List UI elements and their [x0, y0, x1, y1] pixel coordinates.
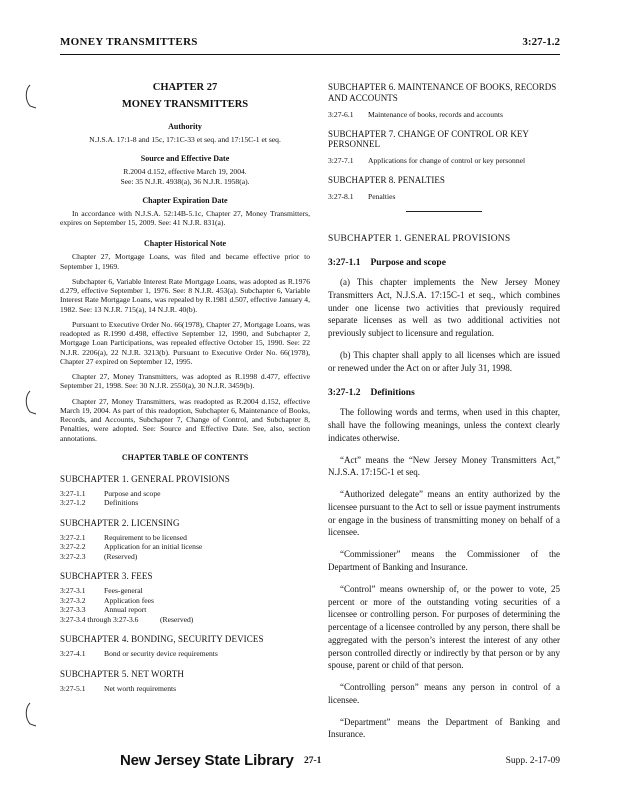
toc-entry-number: 3:27-1.2: [60, 498, 86, 508]
toc-entry-title: Definitions: [104, 498, 139, 508]
expiration-heading: Chapter Expiration Date: [142, 195, 228, 205]
toc-entry-number: 3:27-6.1: [328, 109, 354, 119]
table-of-contents-continued: [328, 82, 560, 201]
toc-entry-title: Application for an initial license: [104, 542, 203, 552]
toc-entry-title: Penalties: [368, 191, 396, 201]
toc-section-list: [60, 533, 310, 561]
section-title: Purpose and scope: [370, 257, 446, 268]
right-column: [328, 82, 560, 750]
history-heading: Chapter Historical Note: [143, 239, 227, 249]
page-number: 27-1: [304, 756, 322, 766]
section-heading: [328, 388, 560, 398]
toc-entry: [60, 533, 310, 542]
history-notes: [60, 252, 310, 443]
toc-entry: [60, 498, 310, 507]
section-body: [328, 276, 560, 374]
toc-entry: [60, 552, 310, 561]
definition-paragraph: “Authorized delegate” means an entity authorized by the licensee pursuant to the Act to sell or issue payment instruments or engage in the business of transmitting money on behalf of a licensee.: [328, 489, 560, 538]
toc-heading: CHAPTER TABLE OF CONTENTS: [121, 452, 249, 462]
toc-entry-title: (Reserved): [104, 551, 138, 561]
toc-entry-title: Bond or security device requirements: [104, 649, 218, 659]
history-note: Chapter 27, Money Transmitters, was readopted as R.2004 d.152, effective March 19, 2004. As part of this readoption, Subchapter 6, Maintenance of Books, Records, and Accounts, Subchapter 7, Change of Control, and Subchapter 8, Penalties, were adopted. See: Source and Effective Date. See, also, section annotations.: [60, 396, 310, 443]
history-note: Chapter 27, Mortgage Loans, was filed and became effective prior to September 1, 1969.: [60, 252, 310, 271]
toc-entry: [328, 192, 560, 201]
toc-entry: [328, 110, 560, 119]
toc-entry: [60, 596, 310, 605]
body-paragraph: (a) This chapter implements the New Jersey Money Transmitters Act, N.J.S.A. 17:15C-1 et seq., which combines under one license two activities that previously required separate licenses as well as two additional activities not previously subject to licensure and regulation.: [328, 276, 560, 339]
definition-paragraph: “Act” means the “New Jersey Money Transmitters Act,” N.J.S.A. 17:15C-1 et seq.: [328, 454, 560, 478]
toc-entry-number: 3:27-3.1: [60, 586, 86, 596]
toc-entry-number: 3:27-4.1: [60, 649, 86, 659]
toc-entry-title: Maintenance of books, records and accounts: [368, 109, 503, 119]
binder-hole-mark: [24, 700, 50, 728]
definition-paragraph: The following words and terms, when used in this chapter, shall have the following meanings, unless the context clearly indicates otherwise.: [328, 407, 560, 443]
toc-section-list: [60, 649, 310, 658]
toc-subchapter-title: SUBCHAPTER 1. GENERAL PROVISIONS: [60, 473, 230, 484]
toc-entry: [60, 615, 310, 624]
section-divider: [406, 211, 482, 212]
running-header: [60, 36, 560, 55]
toc-entry-title: Fees-general: [104, 586, 143, 596]
toc-subchapter-title: SUBCHAPTER 7. CHANGE OF CONTROL OR KEY PERSONNEL: [328, 128, 529, 150]
toc-subchapter-title: SUBCHAPTER 6. MAINTENANCE OF BOOKS, RECORDS AND ACCOUNTS: [328, 82, 557, 103]
toc-subchapter-title: SUBCHAPTER 5. NET WORTH: [60, 668, 184, 679]
definition-paragraph: “Control” means ownership of, or the power to vote, 25 percent or more of the outstanding voting securities of a licensee or controlling person. For purposes of determining the percentage of a licensee controlled by any person, there shall be aggregated with the person’s interest the interest of any other person controlled directly or indirectly by that person or by any spouse, parent or child of that person.: [328, 583, 560, 671]
section-title: Definitions: [370, 388, 415, 399]
definition-paragraph: “Commissioner” means the Commissioner of the Department of Banking and Insurance.: [328, 549, 560, 572]
toc-entry-number: 3:27-3.3: [60, 605, 86, 615]
source-line: R.2004 d.152, effective March 19, 2004.: [123, 167, 247, 177]
toc-entry-title: Purpose and scope: [104, 488, 161, 498]
toc-entry-title: Net worth requirements: [104, 683, 177, 693]
page-footer: [0, 752, 618, 772]
toc-subchapter-title: SUBCHAPTER 2. LICENSING: [60, 517, 180, 528]
toc-entry-title: Requirement to be licensed: [104, 532, 187, 542]
history-note: Chapter 27, Money Transmitters, was adopted as R.1998 d.477, effective September 21, 1998. See: 30 N.J.R. 2550(a), 30 N.J.R. 3459(b).: [60, 372, 310, 391]
toc-entry-title: (Reserved): [160, 614, 194, 624]
toc-subchapter-title: SUBCHAPTER 3. FEES: [60, 571, 153, 582]
toc-entry-number: 3:27-2.1: [60, 532, 86, 542]
authority-text: N.J.S.A. 17:1-8 and 15c, 17:1C-33 et seq. and 17:15C-1 et seq.: [89, 135, 281, 144]
body-paragraph: (b) This chapter shall apply to all licenses which are issued or renewed under the Act on or after July 31, 1998.: [328, 349, 560, 373]
table-of-contents: [60, 474, 310, 693]
source-line: See: 35 N.J.R. 4938(a), 36 N.J.R. 1958(a).: [120, 176, 250, 186]
source-heading: Source and Effective Date: [140, 154, 230, 164]
toc-subchapter-title: SUBCHAPTER 4. BONDING, SECURITY DEVICES: [60, 634, 264, 645]
toc-entry: [60, 489, 310, 498]
toc-entry-title: Annual report: [104, 605, 147, 615]
toc-entry-number: 3:27-7.1: [328, 156, 354, 166]
section-number: 3:27-1.2: [328, 388, 361, 399]
chapter-title: MONEY TRANSMITTERS: [121, 99, 249, 110]
library-stamp: New Jersey State Library: [120, 752, 294, 769]
toc-entry: [60, 542, 310, 551]
history-note: Subchapter 6, Variable Interest Rate Mortgage Loans, was adopted as R.1976 d.279, effective September 1, 1976. See: 8 N.J.R. 453(a). Subchapter 6, Variable Interest Rate Mortgage Loans, was repealed by R.1981 d.507, effective January 4, 1982. See: 13 N.J.R. 715(a), 14 N.J.R. 40(b).: [60, 276, 310, 314]
expiration-text: In accordance with N.J.S.A. 52:14B-5.1c, Chapter 27, Money Transmitters, expires on September 15, 2009. See: 41 N.J.R. 831(a).: [60, 208, 310, 227]
supplement-date: Supp. 2-17-09: [505, 756, 560, 766]
toc-entry: [60, 684, 310, 693]
binder-hole-mark: [24, 82, 50, 110]
header-title: MONEY TRANSMITTERS: [60, 36, 198, 48]
toc-entry: [328, 156, 560, 165]
left-column: [60, 82, 310, 703]
definition-paragraph: “Controlling person” means any person in control of a licensee.: [328, 682, 560, 705]
toc-entry-title: Applications for change of control or key personnel: [368, 156, 526, 166]
toc-section-list: [60, 586, 310, 624]
toc-entry-number: 3:27-2.3: [60, 551, 86, 561]
toc-section-list: [60, 684, 310, 693]
toc-entry-number: 3:27-3.4 through 3:27-3.6: [60, 614, 139, 624]
history-note: Pursuant to Executive Order No. 66(1978), Chapter 27, Mortgage Loans, was readopted as R.1990 d.498, effective September 12, 1990, and Subchapter 2, Mortgage Loan Participations, was repealed effective October 15, 1990. See: 22 N.J.R. 2206(a), 22 N.J.R. 3213(b). Pursuant to Executive Order No. 66(1978), Chapter 27 expired on September 12, 1995.: [60, 319, 310, 366]
section-number: 3:27-1.1: [328, 257, 361, 268]
section-body: [328, 406, 560, 741]
chapter-number: CHAPTER 27: [152, 82, 218, 93]
toc-entry-number: 3:27-8.1: [328, 191, 354, 201]
toc-subchapter-title: SUBCHAPTER 8. PENALTIES: [328, 175, 445, 186]
toc-entry-number: 3:27-1.1: [60, 488, 86, 498]
toc-section-list: [60, 489, 310, 508]
toc-entry-number: 3:27-5.1: [60, 683, 86, 693]
toc-entry: [60, 586, 310, 595]
binder-hole-mark: [24, 388, 50, 416]
toc-entry: [60, 605, 310, 614]
toc-entry-number: 3:27-3.2: [60, 595, 86, 605]
definition-paragraph: “Department” means the Department of Banking and Insurance.: [328, 716, 560, 740]
toc-entry: [60, 649, 310, 658]
toc-entry-number: 3:27-2.2: [60, 542, 86, 552]
subchapter-heading: SUBCHAPTER 1. GENERAL PROVISIONS: [328, 233, 511, 244]
toc-entry-title: Application fees: [104, 595, 154, 605]
section-heading: [328, 258, 560, 268]
authority-heading: Authority: [168, 122, 202, 131]
header-section: 3:27-1.2: [522, 36, 560, 48]
